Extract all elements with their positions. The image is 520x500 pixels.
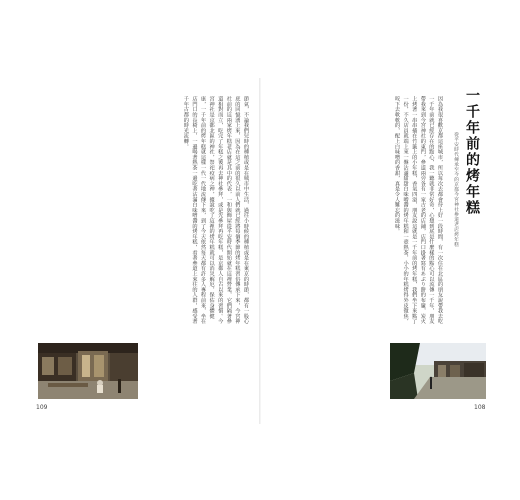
right-page-body-text: 因為我很喜歡京都這座城市，所以每次去都會待上好一段時間，有一次住在北區的朋友說帶我去吃一千年前就已經存在的點心，我一聽就非常好奇，心想到底是什麼樣的點心可以流傳一千年，朋友帶我來到今宮神社的東門，參道兩旁各有一家古老的店鋪，店門口掛著寫有あぶり餅的布簾，炭火上烤著一串串插在竹籤上的小年糕，香氣四溢，朋友說這就是一千年前的烤年糕，我們坐下來點了一份，不久店員就端上來一盤沾滿甜甜白味噌醬的烤年糕和一壺熱茶，小小的年糕烤得外皮微焦，咬下去軟軟的，配上白味噌的香甜，真是令人難忘的滋味。 [394, 96, 443, 324]
chapter-title: 一千年前的烤年糕 [464, 88, 480, 216]
left-page-number: 109 [36, 404, 48, 411]
photo-icon [38, 343, 138, 399]
book-gutter [259, 78, 261, 424]
right-page-number: 108 [474, 404, 486, 411]
left-page-body-text: 節氣，不論我們兒時的種植或是在城市中生活，過往小時候的種植或是在東京的時節，都有一股心底的回憶湧上來，因為在這之前的很久以前人們就已經將每個季節的烤年糕習俗傳承下來，今宮神社前的這兩家烤年糕老店就是其中的代表，一和與飾屋從平安時代開始就在這裡營業，它們隔著參道相對而立，吃完了年糕之後再去神社參拜，或是先參拜再吃年糕，是京都人自古以來的習慣。今宮神社是京都北區的神社，祭祀疫病之神，據說吃了這裡的烤年糕就可以消災解厄，保佑身體健康，一千年前的烤年糕就這樣一代一代地流傳下來，到了今天依然每天都有許多人專程前來，坐在店門口的長椅上，一邊喝著熱茶一邊吃著沾滿白味噌醬的烤年糕，看著參道上來往的人群，感受著千年古都的時光流轉。 [182, 96, 249, 324]
chapter-subtitle: 從平安時代傳承至今的京都今宮神社參道老店烤年糕 [453, 132, 458, 247]
shop-street-photo [38, 343, 138, 399]
photo-icon [390, 343, 486, 399]
shrine-approach-photo [390, 343, 486, 399]
